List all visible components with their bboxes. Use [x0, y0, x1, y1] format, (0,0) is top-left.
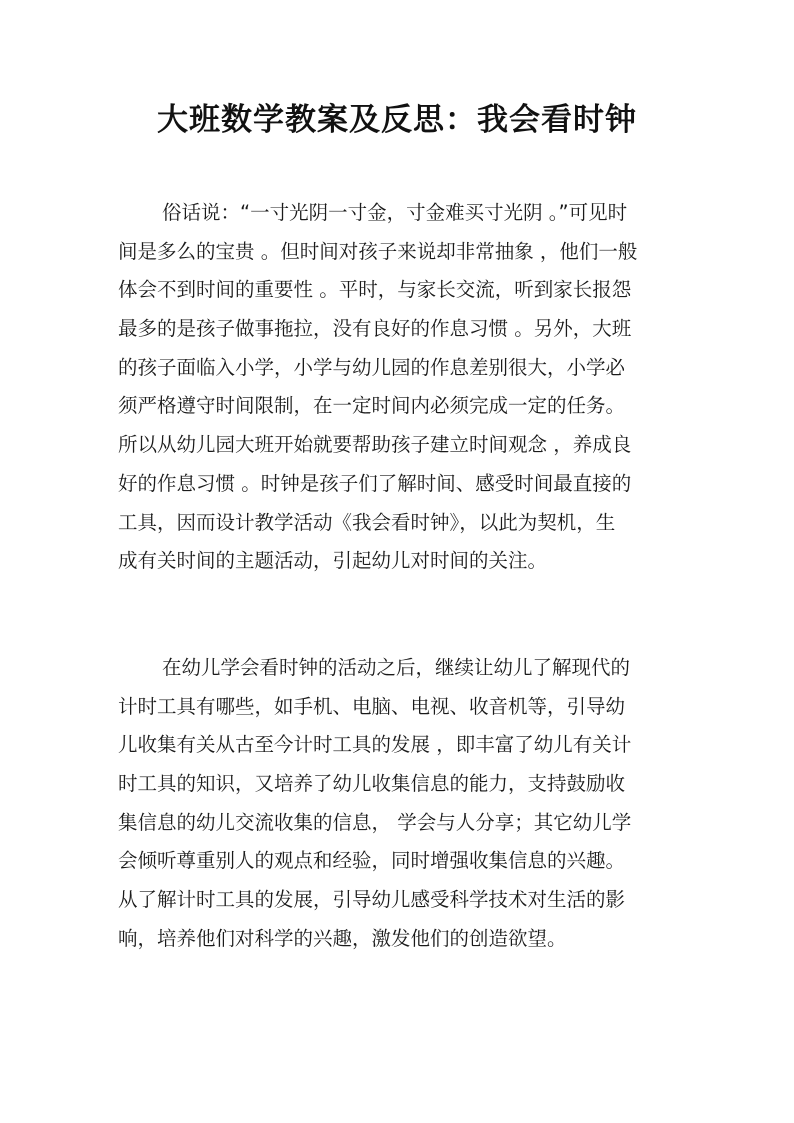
text-line: 所以从幼儿园大班开始就要帮助孩子建立时间观念 ，养成良: [118, 433, 632, 457]
text-line: 最多的是孩子做事拖拉，没有良好的作息习惯 。另外，大班: [118, 317, 632, 341]
text-line: 时工具的知识，又培养了幼儿收集信息的能力，支持鼓励收: [118, 772, 626, 796]
paragraph-2: [118, 649, 678, 959]
text-line: 会倾听尊重别人的观点和经验，同时增强收集信息的兴趣。: [118, 849, 626, 873]
text-line: 集信息的幼儿交流收集的信息， 学会与人分享；其它幼儿学: [118, 810, 632, 834]
text-line: 俗话说：“一寸光阴一寸金，寸金难买寸光阴 。”可见时: [162, 201, 628, 224]
paragraph-1: [118, 194, 678, 581]
text-line: 须严格遵守时间限制，在一定时间内必须完成一定的任务。: [118, 394, 626, 418]
document-title: 大班数学教案及反思：我会看时钟: [157, 102, 637, 138]
text-line: 在幼儿学会看时钟的活动之后，继续让幼儿了解现代的: [162, 656, 631, 679]
text-line: 响，培养他们对科学的兴趣，激发他们的创造欲望。: [118, 926, 567, 950]
text-line: 间是多么的宝贵 。但时间对孩子来说却非常抽象 ，他们一般: [118, 239, 638, 263]
text-line: 儿收集有关从古至今计时工具的发展 ，即丰富了幼儿有关计: [118, 733, 632, 757]
text-line: 的孩子面临入小学，小学与幼儿园的作息差别很大，小学必: [118, 355, 626, 379]
text-line: 工具，因而设计教学活动《我会看时钟》，以此为契机，生: [118, 510, 616, 534]
text-line: 从了解计时工具的发展，引导幼儿感受科学技术对生活的影: [118, 888, 626, 912]
text-line: 计时工具有哪些，如手机、电脑、电视、收音机等，引导幼: [118, 694, 626, 718]
text-line: 好的作息习惯 。时钟是孩子们了解时间、感受时间最直接的: [118, 471, 632, 495]
text-line: 体会不到时间的重要性 。平时，与家长交流，听到家长报怨: [118, 278, 632, 302]
text-line: 成有关时间的主题活动，引起幼儿对时间的关注。: [118, 549, 548, 573]
